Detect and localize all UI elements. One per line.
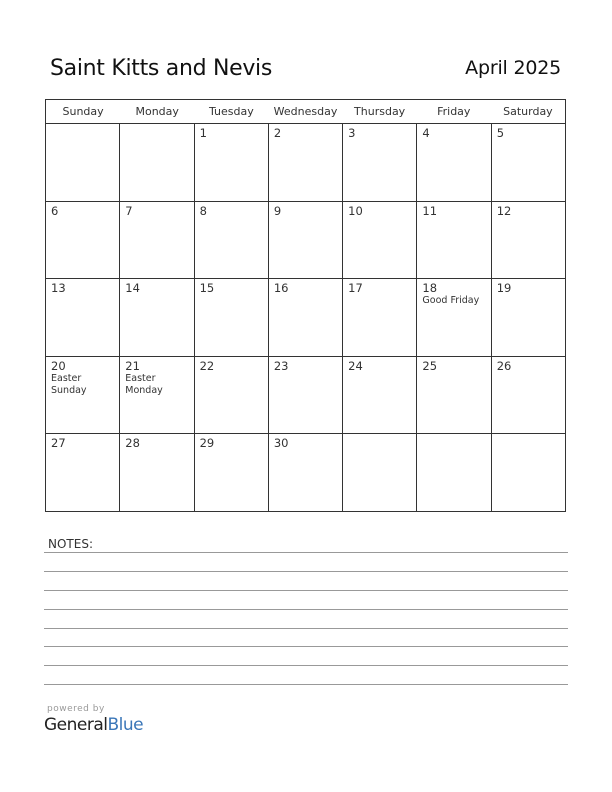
week-row — [46, 124, 565, 202]
day-cell — [269, 279, 343, 356]
day-cell — [417, 279, 491, 356]
day-cell — [269, 202, 343, 279]
day-number: 25 — [422, 358, 438, 373]
day-cell — [492, 124, 565, 201]
week-row — [46, 357, 565, 435]
day-number: 14 — [125, 281, 140, 296]
day-cell — [120, 279, 194, 356]
weekday-sunday: Sunday — [62, 105, 104, 118]
holiday-label: Easter Monday — [125, 372, 163, 396]
day-number: 20 — [51, 358, 66, 373]
day-number: 24 — [348, 358, 363, 373]
day-number: 22 — [199, 358, 215, 373]
day-number: 1 — [199, 126, 207, 140]
day-number: 18 — [422, 281, 438, 296]
day-cell — [269, 357, 343, 434]
day-cell — [343, 124, 417, 201]
day-cell — [417, 357, 491, 434]
day-number: 15 — [199, 281, 215, 296]
day-cell — [120, 357, 194, 434]
day-number: 27 — [51, 436, 66, 451]
day-cell — [343, 357, 417, 434]
day-cell — [417, 124, 491, 201]
brand-blue-text: Blue — [107, 715, 144, 735]
day-cell — [120, 434, 194, 511]
day-number: 29 — [199, 436, 215, 451]
day-number: 23 — [273, 358, 289, 373]
day-cell — [46, 434, 120, 511]
day-number: 30 — [273, 436, 289, 451]
brand-logo — [44, 704, 143, 735]
notes-line — [44, 665, 568, 666]
week-row — [46, 434, 565, 511]
day-number: 21 — [125, 358, 140, 373]
weekday-wednesday: Wednesday — [273, 105, 338, 118]
day-cell — [343, 202, 417, 279]
weekday-monday: Monday — [135, 105, 179, 118]
day-number: 4 — [422, 126, 430, 140]
day-cell — [492, 202, 565, 279]
day-cell — [195, 124, 269, 201]
weekday-thursday: Thursday — [354, 105, 406, 118]
day-cell — [417, 202, 491, 279]
day-number: 12 — [496, 203, 512, 218]
calendar-grid — [45, 99, 566, 512]
day-cell — [46, 124, 120, 201]
notes-line — [44, 552, 568, 553]
week-row — [46, 279, 565, 357]
notes-label: NOTES: — [48, 537, 93, 551]
week-row — [46, 202, 565, 280]
day-number: 26 — [496, 358, 512, 373]
day-number: 2 — [273, 126, 282, 140]
day-cell — [195, 357, 269, 434]
page-title: Saint Kitts and Nevis — [50, 56, 273, 81]
notes-line — [44, 646, 568, 647]
brand-name — [44, 715, 143, 735]
day-cell — [417, 434, 491, 511]
notes-lines — [44, 552, 568, 703]
day-number: 6 — [51, 203, 59, 218]
day-cell — [120, 124, 194, 201]
day-cell — [195, 202, 269, 279]
weekday-tuesday: Tuesday — [208, 105, 254, 118]
notes-line — [44, 609, 568, 610]
month-title: April 2025 — [465, 57, 561, 79]
weekday-friday: Friday — [437, 105, 471, 118]
day-number: 16 — [273, 281, 289, 296]
holiday-label: Good Friday — [422, 295, 480, 307]
day-number: 3 — [348, 126, 356, 140]
day-number: 5 — [496, 126, 505, 140]
day-cell — [46, 279, 120, 356]
day-cell — [343, 279, 417, 356]
day-number: 19 — [496, 281, 512, 296]
day-cell — [343, 434, 417, 511]
day-cell — [492, 357, 565, 434]
day-number: 7 — [125, 203, 133, 218]
day-cell — [195, 434, 269, 511]
day-cell — [120, 202, 194, 279]
day-number: 13 — [51, 281, 66, 296]
day-cell — [46, 357, 120, 434]
weeks-container — [46, 124, 565, 511]
day-cell — [269, 124, 343, 201]
day-cell — [269, 434, 343, 511]
brand-general-text: General — [44, 715, 108, 735]
notes-line — [44, 571, 568, 572]
day-number: 17 — [348, 281, 363, 296]
notes-line — [44, 628, 568, 629]
day-cell — [492, 279, 565, 356]
holiday-label: Easter Sunday — [51, 372, 87, 396]
day-number: 8 — [199, 203, 207, 218]
day-cell — [492, 434, 565, 511]
day-number: 10 — [348, 203, 363, 218]
powered-by-text: powered by — [47, 704, 105, 714]
day-number: 9 — [273, 203, 282, 218]
notes-line — [44, 684, 568, 685]
day-cell — [46, 202, 120, 279]
day-cell — [195, 279, 269, 356]
weekday-header-row — [46, 100, 565, 124]
notes-line — [44, 590, 568, 591]
weekday-saturday: Saturday — [503, 105, 553, 118]
day-number: 28 — [125, 436, 140, 451]
day-number: 11 — [422, 203, 438, 218]
